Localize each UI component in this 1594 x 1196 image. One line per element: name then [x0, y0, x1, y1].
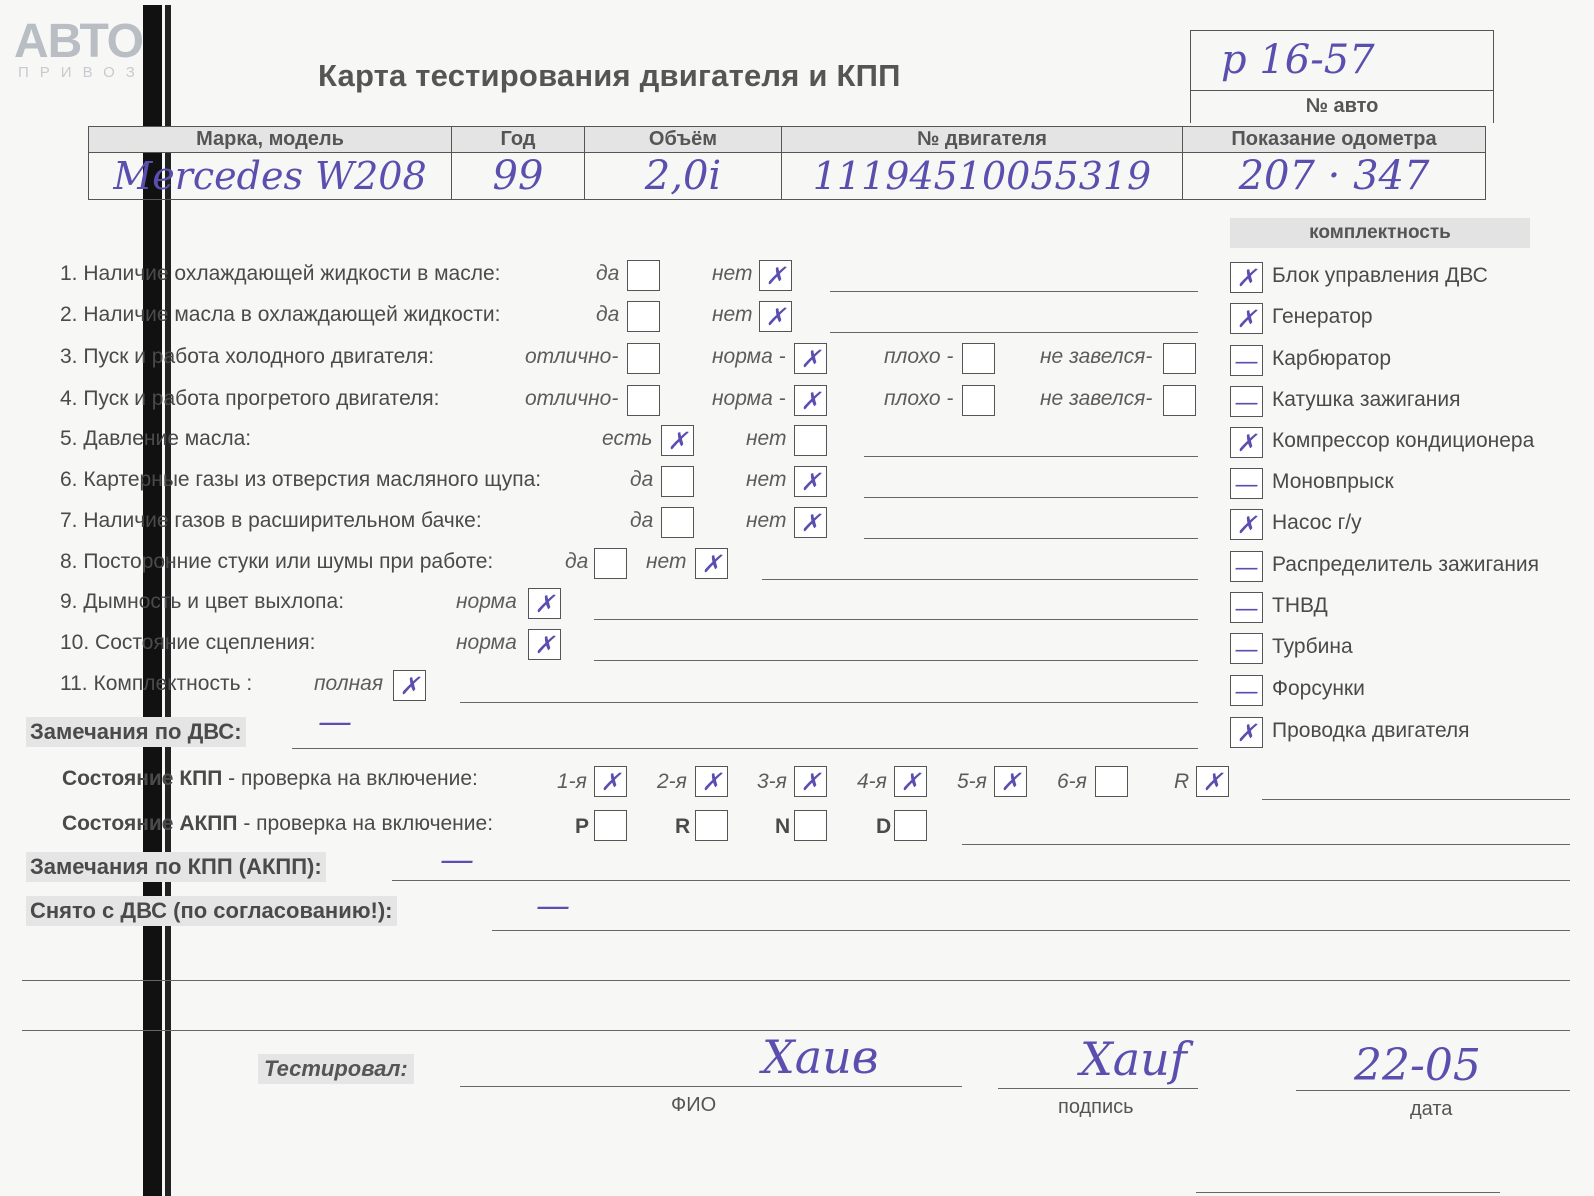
option-net: нет: [646, 550, 687, 573]
signature-line: [998, 1088, 1198, 1089]
answer-line: [594, 619, 1198, 620]
gear-checkbox-4[interactable]: [894, 766, 927, 797]
removed-label: Снято с ДВС (по согласованию!):: [26, 896, 397, 926]
logo-subtext: ПРИВОЗ: [18, 64, 146, 81]
answer-line: [864, 456, 1198, 457]
checkbox-mark: —: [1234, 552, 1259, 581]
checkbox-mark: ✗: [1236, 304, 1257, 333]
checkbox-mark: ✗: [1236, 428, 1257, 457]
komplekt-label: Насос г/у: [1272, 511, 1362, 534]
checkbox-mark: ✗: [701, 767, 722, 796]
option-norma: норма -: [712, 345, 786, 368]
checkbox-mark: ✗: [1236, 263, 1257, 292]
col-header-engine-number: № двигателя: [782, 127, 1183, 153]
komplekt-checkbox-7[interactable]: [1230, 509, 1263, 540]
komplekt-checkbox-1[interactable]: [1230, 262, 1263, 293]
question-text: Состояние сцепления:: [95, 631, 316, 654]
gear-label: 5-я: [957, 770, 987, 793]
checkbox-mark: —: [1234, 346, 1259, 375]
akpp-pos-label: R: [675, 815, 691, 838]
date-caption: дата: [1410, 1098, 1453, 1120]
question-text: Наличие масла в охлаждающей жидкости:: [83, 303, 501, 326]
checkbox-q9-norma[interactable]: [528, 588, 561, 619]
volume-value: 2,0i: [585, 153, 782, 200]
checkbox-mark: —: [1234, 593, 1259, 622]
option-ne-zavelsya: не завелся-: [1040, 387, 1153, 410]
question-2: [60, 303, 500, 327]
komplekt-label: ТНВД: [1272, 594, 1328, 617]
checkbox-q10-norma[interactable]: [528, 629, 561, 660]
checkbox-mark: ✗: [534, 589, 555, 618]
bottom-edge-line: [1196, 1192, 1500, 1193]
checkbox-q2-da[interactable]: [627, 301, 660, 332]
option-da: да: [630, 509, 654, 532]
checkbox-mark: ✗: [667, 426, 688, 455]
akpp-label: [62, 812, 493, 836]
logo: [14, 15, 149, 88]
remarks-kpp-label: Замечания по КПП (АКПП):: [26, 852, 326, 882]
checkbox-q4-otlichno[interactable]: [627, 385, 660, 416]
option-net: нет: [746, 468, 787, 491]
question-text: Комплектность :: [93, 672, 253, 695]
checkbox-mark: —: [1234, 634, 1259, 663]
akpp-title: Состояние АКПП: [62, 812, 238, 835]
question-4: [60, 387, 440, 411]
option-ne-zavelsya: не завелся-: [1040, 345, 1153, 368]
checkbox-q4-norma[interactable]: [794, 385, 827, 416]
checkbox-mark: —: [1234, 387, 1259, 416]
auto-number-value: р 16-57: [1221, 37, 1375, 83]
checkbox-mark: —: [1234, 676, 1259, 705]
gear-checkbox-5[interactable]: [994, 766, 1027, 797]
option-net: нет: [746, 427, 787, 450]
question-text: Посторонние стуки или шумы при работе:: [83, 550, 494, 573]
checkbox-q5-net[interactable]: [794, 425, 827, 456]
option-da: да: [596, 303, 620, 326]
checkbox-q3-norma[interactable]: [794, 343, 827, 374]
gear-label: 1-я: [557, 770, 587, 793]
col-header-model: Марка, модель: [89, 127, 452, 153]
komplekt-checkbox-3[interactable]: [1230, 345, 1263, 376]
checkbox-q5-est[interactable]: [661, 425, 694, 456]
remarks-kpp-value: —: [440, 840, 474, 880]
komplekt-checkbox-9[interactable]: [1230, 592, 1263, 623]
answer-line: [830, 332, 1198, 333]
question-text: Пуск и работа холодного двигателя:: [83, 345, 435, 368]
question-text: Дымность и цвет выхлопа:: [83, 590, 345, 613]
tested-label: Тестировал:: [258, 1054, 414, 1084]
checkbox-mark: [1096, 767, 1127, 796]
question-num: 8.: [60, 550, 78, 573]
gear-checkbox-2[interactable]: [695, 766, 728, 797]
gear-label: 3-я: [757, 770, 787, 793]
odometer-value: 207 · 347: [1183, 153, 1486, 200]
komplekt-label: Компрессор кондиционера: [1272, 429, 1535, 452]
blank-line: [22, 980, 1570, 981]
option-otlichno: отлично-: [525, 387, 619, 410]
logo-text: АВТО: [14, 15, 143, 68]
checkbox-q3-otlichno[interactable]: [627, 343, 660, 374]
removed-line: [492, 930, 1570, 931]
remarks-dvs-line: [292, 748, 1198, 749]
checkbox-q8-net[interactable]: [695, 548, 728, 579]
gear-label: R: [1174, 770, 1190, 793]
kpp-title: Состояние КПП: [62, 767, 223, 790]
checkbox-q4-ploho[interactable]: [962, 385, 995, 416]
checkbox-mark: ✗: [1236, 718, 1257, 747]
question-5: [60, 427, 251, 451]
option-polnaya: полная: [314, 672, 384, 695]
option-net: нет: [712, 303, 753, 326]
option-da: да: [596, 262, 620, 285]
fio-line: [460, 1086, 962, 1087]
checkbox-q3-ne-zavelsya[interactable]: [1163, 343, 1196, 374]
year-value: 99: [452, 153, 585, 200]
akpp-checkbox-n[interactable]: [794, 810, 827, 841]
col-header-odometer: Показание одометра: [1183, 127, 1486, 153]
question-num: 10.: [60, 631, 90, 654]
komplekt-label: Генератор: [1272, 305, 1373, 328]
checkbox-mark: ✗: [800, 386, 821, 415]
checkbox-q7-net[interactable]: [794, 507, 827, 538]
checkbox-q8-da[interactable]: [594, 548, 627, 579]
akpp-line: [962, 844, 1570, 845]
komplekt-checkbox-8[interactable]: [1230, 551, 1263, 582]
option-ploho: плохо -: [884, 345, 954, 368]
engine-number-value: 11194510055319: [782, 153, 1183, 200]
komplekt-label: Карбюратор: [1272, 347, 1392, 370]
akpp-pos-label: D: [876, 815, 892, 838]
checkbox-mark: ✗: [800, 508, 821, 537]
checkbox-mark: ✗: [1236, 510, 1257, 539]
checkbox-q4-ne-zavelsya[interactable]: [1163, 385, 1196, 416]
checkbox-mark: ✗: [701, 549, 722, 578]
checkbox-mark: —: [1234, 469, 1259, 498]
question-text: Наличие газов в расширительном бачке:: [83, 509, 482, 532]
question-num: 11.: [60, 672, 88, 695]
checkbox-q6-net[interactable]: [794, 466, 827, 497]
question-num: 2.: [60, 303, 78, 326]
checkbox-q1-net[interactable]: [759, 260, 792, 291]
option-ploho: плохо -: [884, 387, 954, 410]
vehicle-table: [88, 126, 1486, 200]
kpp-suffix: - проверка на включение:: [222, 767, 478, 790]
komplektnost-title: комплектность: [1230, 218, 1530, 248]
option-otlichno: отлично-: [525, 345, 619, 368]
question-6: [60, 468, 541, 492]
gear-checkbox-3[interactable]: [794, 766, 827, 797]
page-title: Карта тестирования двигателя и КПП: [318, 58, 901, 93]
checkbox-mark: ✗: [1202, 767, 1223, 796]
question-num: 4.: [60, 387, 78, 410]
checkbox-mark: ✗: [534, 630, 555, 659]
gear-checkbox-r[interactable]: [1196, 766, 1229, 797]
komplekt-label: Блок управления ДВС: [1272, 264, 1488, 287]
model-value: Mercedes W208: [89, 153, 452, 200]
question-9: [60, 590, 344, 614]
answer-line: [830, 291, 1198, 292]
checkbox-q6-da[interactable]: [661, 466, 694, 497]
checkbox-mark: ✗: [800, 467, 821, 496]
question-num: 3.: [60, 345, 78, 368]
komplekt-label: Проводка двигателя: [1272, 719, 1470, 742]
date-value: 22-05: [1354, 1040, 1481, 1091]
question-text: Давление масла:: [83, 427, 252, 450]
komplekt-checkbox-6[interactable]: [1230, 468, 1263, 499]
komplekt-label: Моновпрыск: [1272, 470, 1394, 493]
komplekt-checkbox-2[interactable]: [1230, 303, 1263, 334]
date-line: [1296, 1090, 1570, 1091]
option-da: да: [565, 550, 589, 573]
komplekt-checkbox-12[interactable]: [1230, 717, 1263, 748]
question-text: Картерные газы из отверстия масляного щупа:: [83, 468, 542, 491]
answer-line: [594, 660, 1198, 661]
question-num: 9.: [60, 590, 78, 613]
checkbox-mark: ✗: [765, 302, 786, 331]
option-est: есть: [602, 427, 653, 450]
col-header-volume: Объём: [585, 127, 782, 153]
komplekt-label: Турбина: [1272, 635, 1353, 658]
remarks-dvs-value: —: [318, 702, 352, 742]
auto-number-box: [1190, 30, 1494, 91]
remarks-kpp-line: [392, 880, 1570, 881]
checkbox-mark: ✗: [600, 767, 621, 796]
question-1: [60, 262, 500, 286]
komplekt-label: Распределитель зажигания: [1272, 553, 1540, 576]
komplekt-label: Катушка зажигания: [1272, 388, 1461, 411]
question-text: Пуск и работа прогретого двигателя:: [83, 387, 440, 410]
komplekt-checkbox-11[interactable]: [1230, 675, 1263, 706]
signature-caption: подпись: [1058, 1096, 1134, 1118]
akpp-pos-label: N: [775, 815, 791, 838]
checkbox-q2-net[interactable]: [759, 301, 792, 332]
checkbox-mark: ✗: [800, 767, 821, 796]
gear-label: 2-я: [657, 770, 687, 793]
auto-number-label: № авто: [1190, 90, 1494, 123]
removed-value: —: [536, 886, 570, 926]
checkbox-q11-polnaya[interactable]: [393, 670, 426, 701]
answer-line: [460, 702, 1198, 703]
question-num: 6.: [60, 468, 78, 491]
akpp-checkbox-r[interactable]: [695, 810, 728, 841]
signature-value: Хаиf: [1080, 1032, 1187, 1086]
option-norma: норма -: [712, 387, 786, 410]
kpp-line: [1262, 799, 1570, 800]
fio-value: Хаив: [762, 1030, 879, 1084]
gear-checkbox-6[interactable]: [1095, 766, 1128, 797]
question-num: 5.: [60, 427, 78, 450]
komplekt-checkbox-10[interactable]: [1230, 633, 1263, 664]
checkbox-q1-da[interactable]: [627, 260, 660, 291]
question-text: Наличие охлаждающей жидкости в масле:: [83, 262, 501, 285]
fio-caption: ФИО: [671, 1094, 717, 1116]
option-da: да: [630, 468, 654, 491]
checkbox-mark: ✗: [399, 671, 420, 700]
question-3: [60, 345, 434, 369]
akpp-checkbox-d[interactable]: [894, 810, 927, 841]
option-net: нет: [712, 262, 753, 285]
question-11: [60, 672, 252, 696]
checkbox-mark: ✗: [800, 344, 821, 373]
checkbox-q3-ploho[interactable]: [962, 343, 995, 374]
answer-line: [864, 497, 1198, 498]
komplekt-label: Форсунки: [1272, 677, 1365, 700]
komplekt-checkbox-5[interactable]: [1230, 427, 1263, 458]
checkbox-q7-da[interactable]: [661, 507, 694, 538]
akpp-pos-label: P: [575, 815, 590, 838]
answer-line: [762, 579, 1198, 580]
checkbox-mark: ✗: [765, 261, 786, 290]
question-num: 1.: [60, 262, 78, 285]
checkbox-mark: ✗: [1000, 767, 1021, 796]
question-7: [60, 509, 482, 533]
question-num: 7.: [60, 509, 78, 532]
option-net: нет: [746, 509, 787, 532]
remarks-dvs-label: Замечания по ДВС:: [26, 717, 246, 747]
checkbox-mark: ✗: [900, 767, 921, 796]
gear-checkbox-1[interactable]: [594, 766, 627, 797]
gear-label: 4-я: [857, 770, 887, 793]
answer-line: [864, 538, 1198, 539]
komplekt-checkbox-4[interactable]: [1230, 386, 1263, 417]
akpp-checkbox-p[interactable]: [594, 810, 627, 841]
option-norma: норма: [456, 590, 517, 613]
akpp-suffix: - проверка на включение:: [237, 812, 494, 835]
kpp-label: [62, 767, 478, 791]
option-norma: норма: [456, 631, 517, 654]
question-10: [60, 631, 315, 655]
gear-label: 6-я: [1057, 770, 1087, 793]
question-8: [60, 550, 493, 574]
col-header-year: Год: [452, 127, 585, 153]
